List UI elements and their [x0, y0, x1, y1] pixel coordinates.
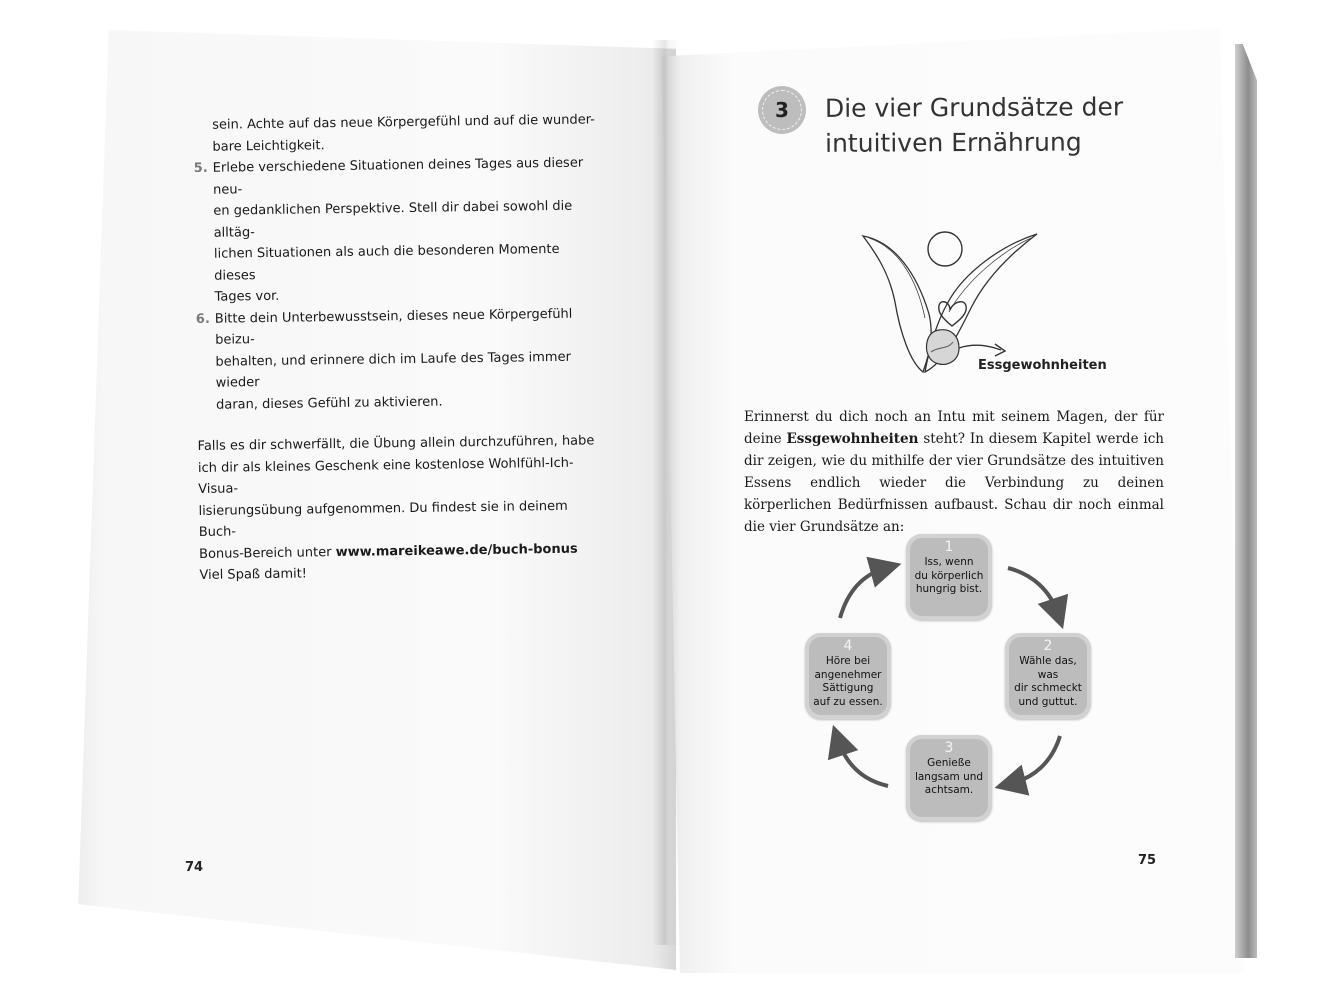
arrow-3-to-4 — [838, 740, 888, 786]
text-line: en gedanklichen Perspektive. Stell dir dabei sowohl die alltäg- — [213, 198, 573, 241]
bonus-paragraph — [197, 430, 604, 586]
heart-icon — [939, 302, 966, 326]
card-text: Genieße langsam und achtsam. — [914, 757, 984, 796]
text-line: lichen Situationen als auch die besonderen Momente dieses — [213, 241, 560, 284]
card-number: 3 — [944, 740, 954, 756]
figure-head — [928, 232, 962, 266]
book-spine — [652, 40, 680, 945]
text-line: Bonus-Bereich unter — [199, 544, 332, 562]
card-text: Höre bei angenehmer Sättigung auf zu essen. — [813, 655, 883, 708]
page-number-left: 74 — [185, 860, 204, 875]
text-line: ich dir als kleines Geschenk eine kostenlose Wohlfühl-Ich-Visua- — [197, 455, 574, 497]
text-line: behalten, und erinnere dich im Laufe des Tages immer wieder — [215, 349, 571, 391]
chapter-body-text — [744, 406, 1164, 538]
list-number: 5. — [193, 160, 208, 176]
arrow-1-to-2 — [1008, 568, 1058, 614]
illustration-caption: Essgewohnheiten — [978, 358, 1107, 373]
left-page-text — [193, 109, 605, 586]
principle-card-4 — [805, 633, 891, 719]
body-intro: Erinnerst du dich noch an Intu mit seinem Magen, der für deine — [744, 409, 1164, 447]
bonus-url: www.mareikeawe.de/buch-bonus — [335, 541, 578, 560]
list-item-5 — [194, 152, 601, 308]
card-number: 4 — [843, 638, 853, 654]
chapter-title — [825, 89, 1145, 161]
arrow-2-to-3 — [1010, 736, 1060, 784]
principle-card-3 — [906, 735, 992, 821]
stomach-icon — [927, 330, 960, 365]
list-number: 6. — [195, 311, 210, 327]
page-edge — [1235, 44, 1257, 958]
body-rest: steht? In diesem Kapitel werde ich dir zeigen, wie du mithilfe der vier Grundsätze des intuitiven Essens endlich wieder die Verbindung zu deinen körperlichen Bedürfnissen aufbaust. Schau dir noch einmal die vier Grundsätze an: — [744, 431, 1164, 535]
text-line: Falls es dir schwerfällt, die Übung allein durchzuführen, habe — [197, 433, 595, 454]
body-bold-term: Essgewohnheiten — [786, 431, 919, 447]
title-line: intuitiven Ernährung — [825, 127, 1082, 158]
chapter-number-badge — [758, 86, 806, 134]
principle-card-2 — [1005, 633, 1091, 719]
list-continuation — [193, 109, 599, 158]
card-text: Wähle das, was dir schmeckt und guttut. — [1014, 655, 1082, 708]
title-line: Die vier Grundsätze der — [824, 92, 1124, 123]
text-line: lisierungsübung aufgenommen. Du findest sie in deinem Buch- — [198, 498, 568, 540]
text-line: daran, dieses Gefühl zu aktivieren. — [215, 394, 443, 413]
card-text: Iss, wenn du körperlich hungrig bist. — [914, 556, 984, 595]
page-number-right: 75 — [1138, 853, 1157, 868]
arrow-4-to-1 — [840, 568, 886, 618]
text-line: Bitte dein Unterbewusstsein, dieses neue Körpergefühl beizu- — [214, 306, 573, 348]
text-line: Tages vor. — [214, 288, 280, 305]
card-number: 1 — [944, 539, 954, 555]
card-number: 2 — [1043, 638, 1053, 654]
text-line: bare Leichtigkeit. — [212, 137, 325, 155]
text-line: Erlebe verschiedene Situationen deines Tages aus dieser neu- — [212, 155, 584, 198]
list-item-6 — [196, 303, 602, 416]
chapter-number: 3 — [775, 98, 789, 122]
caption-arrow — [959, 345, 1001, 350]
closing-line: Viel Spaß damit! — [199, 566, 308, 583]
text-line: sein. Achte auf das neue Körpergefühl und auf die wunder- — [212, 112, 595, 133]
principle-card-1 — [906, 534, 992, 620]
